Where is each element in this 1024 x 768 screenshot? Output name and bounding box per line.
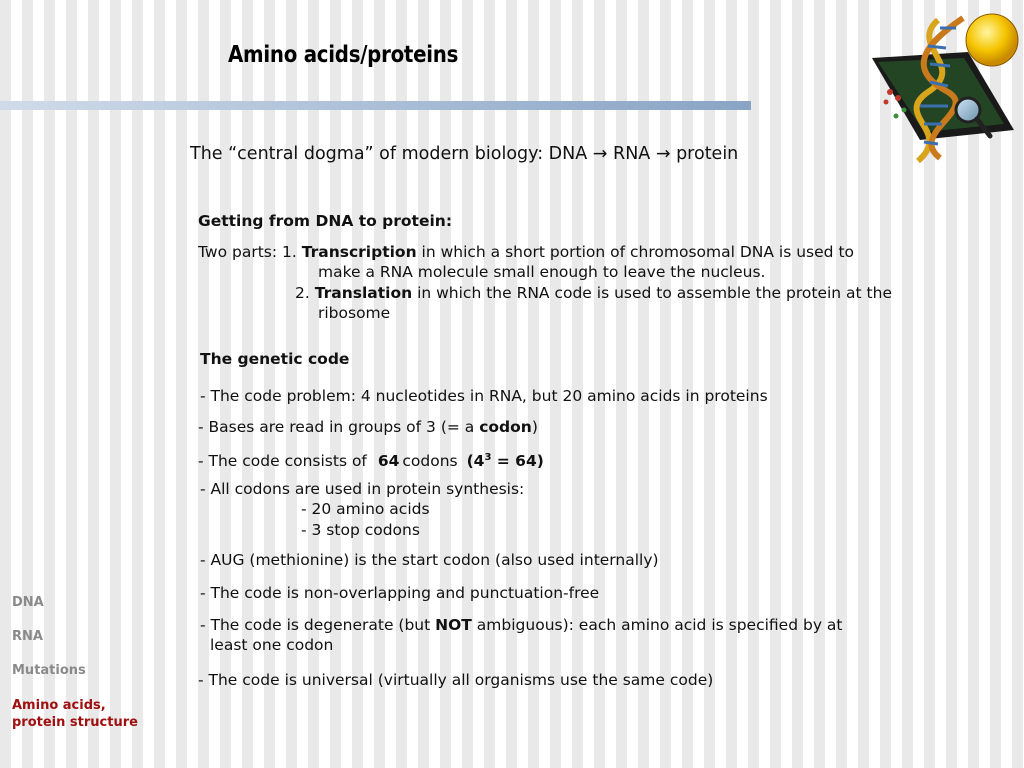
arrow-icon: → — [655, 144, 671, 164]
codon-term: codon — [479, 418, 532, 436]
bullet-64-codons — [198, 448, 544, 472]
bullet-codon-end: ) — [531, 418, 538, 436]
bullet-code-problem: - The code problem: 4 nucleotides in RNA, but 20 amino acids in proteins — [200, 387, 768, 405]
nav-item-amino-acids[interactable] — [12, 697, 138, 731]
transcription-desc: in which a short portion of chromosomal DNA is used to — [416, 243, 854, 261]
codon-formula — [467, 452, 544, 470]
codon-count: 64 — [377, 452, 400, 471]
formula-exponent: 3 — [484, 452, 492, 463]
translation-line — [295, 283, 892, 304]
nav-item-dna[interactable]: DNA — [12, 595, 44, 610]
subtitle-text: The “central dogma” of modern biology: DNA — [190, 144, 593, 164]
bullet-aug-start: - AUG (methionine) is the start codon (also used internally) — [200, 551, 659, 569]
nav-amino-line-1: Amino acids, — [12, 698, 106, 713]
bullet-non-overlapping: - The code is non-overlapping and punctuation-free — [200, 584, 600, 602]
bullet-all-codons: - All codons are used in protein synthesis: — [200, 480, 525, 498]
bullet-degenerate-line-2: least one codon — [210, 636, 334, 654]
transcription-line-2: make a RNA molecule small enough to leave the nucleus. — [318, 263, 766, 281]
title-divider-bar — [0, 101, 751, 110]
transcription-term: Transcription — [301, 243, 417, 261]
transcription-line — [198, 242, 854, 263]
translation-term: Translation — [314, 284, 413, 302]
bullet-codon — [198, 417, 538, 438]
translation-desc: in which the RNA code is used to assemble the protein at the — [412, 284, 892, 302]
codons-word: codons — [402, 452, 463, 471]
not-emphasis: NOT — [435, 616, 472, 634]
formula-base: (4 — [466, 452, 485, 471]
dna-helix-magnifier-icon — [868, 6, 1024, 166]
dna-to-protein-heading: Getting from DNA to protein: — [198, 212, 453, 230]
degenerate-rest: ambiguous): each amino acid is specified by at — [471, 616, 843, 634]
sub-20-amino-acids: - 20 amino acids — [301, 500, 430, 518]
genetic-code-heading: The genetic code — [200, 350, 350, 368]
formula-result: = 64) — [491, 452, 544, 471]
sub-3-stop-codons: - 3 stop codons — [301, 521, 420, 539]
page-title: Amino acids/proteins — [228, 42, 459, 68]
subtitle-rna: RNA — [607, 144, 656, 164]
nav-amino-line-2: protein structure — [12, 715, 138, 730]
arrow-icon: → — [592, 144, 608, 164]
central-dogma-line — [190, 144, 738, 164]
bullet-64-text: - The code consists of — [198, 452, 372, 471]
subtitle-protein: protein — [670, 144, 739, 164]
bullet-degenerate — [200, 615, 843, 636]
bullet-codon-text: - Bases are read in groups of 3 (= a — [198, 418, 480, 436]
degenerate-text: - The code is degenerate (but — [200, 616, 436, 634]
nav-item-rna[interactable]: RNA — [12, 629, 43, 644]
nav-item-mutations[interactable]: Mutations — [12, 663, 86, 678]
two-parts-intro: Two parts: 1. — [198, 243, 302, 261]
bullet-universal: - The code is universal (virtually all organisms use the same code) — [198, 671, 714, 689]
translation-number: 2. — [295, 284, 315, 302]
translation-line-2: ribosome — [318, 304, 391, 322]
